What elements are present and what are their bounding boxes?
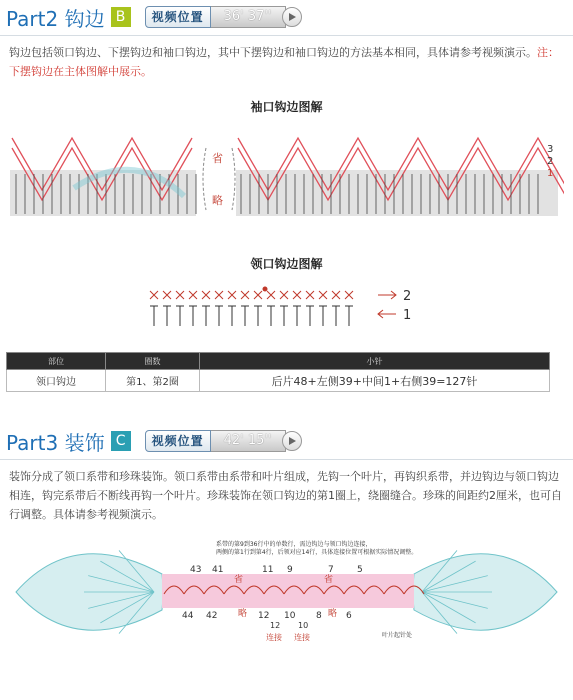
row-number: 12	[258, 611, 270, 621]
part2-note: 注：下摆钩边在主体图解中展示。	[9, 46, 559, 78]
play-icon[interactable]	[282, 7, 302, 27]
row-number: 6	[346, 611, 352, 621]
omit-mark-3: 省	[234, 575, 244, 585]
video-time: 42' 15''	[211, 430, 286, 452]
connect-label-2: 连接	[294, 633, 310, 642]
row-number: 5	[357, 565, 363, 575]
collar-t-stitch	[319, 306, 327, 326]
collar-edging-diagram	[140, 282, 430, 332]
video-time: 36' 37''	[211, 6, 286, 28]
lower-number: 10	[298, 621, 309, 630]
collar-x-stitch	[332, 291, 340, 299]
row-number: 8	[316, 611, 322, 621]
sleeve-row-3: 3	[547, 144, 554, 155]
omit-mark-1: 省	[212, 152, 223, 165]
omit-mark-6: 略	[328, 609, 338, 619]
diagram-note-line-2: 两侧的第1行到第4行，后领对应14行，具体连接位置可根据实际情况调整。	[216, 549, 418, 556]
part3-badge: C	[111, 431, 131, 451]
row-number: 9	[287, 565, 293, 575]
video-position-label: 视频位置	[145, 6, 211, 28]
play-icon[interactable]	[282, 431, 302, 451]
collar-x-stitch	[280, 291, 288, 299]
table-header-stitches: 小针	[200, 353, 550, 370]
collar-t-stitch	[189, 306, 197, 326]
collar-t-stitch	[280, 306, 288, 326]
row-number: 42	[206, 611, 218, 621]
collar-t-stitch	[306, 306, 314, 326]
collar-x-stitch	[241, 291, 249, 299]
collar-x-stitch	[293, 291, 301, 299]
collar-x-stitch	[150, 291, 158, 299]
collar-t-stitch	[202, 306, 210, 326]
lower-number: 12	[270, 621, 281, 630]
collar-x-stitch	[228, 291, 236, 299]
collar-t-stitch	[241, 306, 249, 326]
row-number: 43	[190, 565, 202, 575]
part2-video-position[interactable]	[145, 6, 302, 28]
part3-video-position[interactable]	[145, 430, 302, 452]
stitch-count-table	[6, 352, 550, 392]
part2-paragraph	[9, 43, 565, 81]
video-position-label: 视频位置	[145, 430, 211, 452]
sleeve-row-1: 1	[547, 168, 554, 179]
collar-t-stitch	[150, 306, 158, 326]
row-number: 41	[212, 565, 224, 575]
table-header-part: 部位	[7, 353, 106, 370]
row-number: 10	[284, 611, 296, 621]
omit-mark-2: 略	[212, 194, 223, 207]
collar-row-1: 1	[403, 308, 412, 323]
sleeve-row-2: 2	[547, 156, 554, 167]
collar-x-stitch	[176, 291, 184, 299]
table-header-rounds: 圈数	[106, 353, 200, 370]
collar-t-stitch	[254, 306, 262, 326]
collar-diagram-title: 领口钩边图解	[250, 257, 323, 271]
table-cell: 后片48+左侧39+中间1+右侧39=127针	[200, 370, 550, 392]
connect-label-1: 连接	[266, 633, 282, 642]
sleeve-edging-diagram	[4, 118, 564, 220]
sleeve-diagram-title: 袖口钩边图解	[250, 100, 323, 114]
collar-x-stitch	[215, 291, 223, 299]
table-cell: 领口钩边	[7, 370, 106, 392]
diagram-note-line-1: 系带的第9到36行中的单数行，需边钩边与领口钩边连接，	[216, 541, 372, 548]
collar-t-stitch	[267, 306, 275, 326]
collar-t-stitch	[345, 306, 353, 326]
part3-paragraph: 装饰分成了领口系带和珍珠装饰。领口系带由系带和叶片组成，先钩一个叶片，再钩织系带，并边钩边与领口钩边相连，钩完系带后不断线再钩一个叶片。珍珠装饰在领口钩边的第1圈上，绕圈缝合。珍珠的间距约2厘米，也可自行调整。具体请参考视频演示。	[9, 470, 562, 521]
part2-header	[6, 2, 302, 32]
collar-x-stitch	[163, 291, 171, 299]
row-number: 7	[328, 565, 334, 575]
part2-title: Part2 钩边	[6, 6, 105, 31]
part2-badge: B	[111, 7, 131, 27]
divider	[0, 35, 573, 36]
part2-paragraph-text: 钩边包括领口钩边、下摆钩边和袖口钩边，其中下摆钩边和袖口钩边的方法基本相同，具体请参考视频演示。	[9, 46, 537, 59]
row-number: 44	[182, 611, 194, 621]
divider	[0, 459, 573, 460]
collar-row-2: 2	[403, 289, 412, 304]
collar-x-stitch	[345, 291, 353, 299]
collar-x-stitch	[202, 291, 210, 299]
row-number: 11	[262, 565, 274, 575]
collar-t-stitch	[228, 306, 236, 326]
part3-title: Part3 装饰	[6, 430, 105, 455]
decoration-diagram	[4, 532, 569, 652]
omit-mark-4: 略	[238, 609, 248, 619]
collar-t-stitch	[215, 306, 223, 326]
collar-x-stitch	[319, 291, 327, 299]
collar-x-stitch	[189, 291, 197, 299]
table-row	[7, 370, 550, 392]
collar-t-stitch	[176, 306, 184, 326]
collar-t-stitch	[163, 306, 171, 326]
collar-x-stitch	[306, 291, 314, 299]
collar-x-stitch	[267, 291, 275, 299]
collar-t-stitch	[293, 306, 301, 326]
omit-mark-5: 省	[324, 575, 334, 585]
table-cell: 第1、第2圈	[106, 370, 200, 392]
collar-t-stitch	[332, 306, 340, 326]
part3-header	[6, 426, 302, 456]
leaf-start-label: 叶片起针处	[382, 632, 413, 639]
collar-x-stitch	[254, 291, 262, 299]
